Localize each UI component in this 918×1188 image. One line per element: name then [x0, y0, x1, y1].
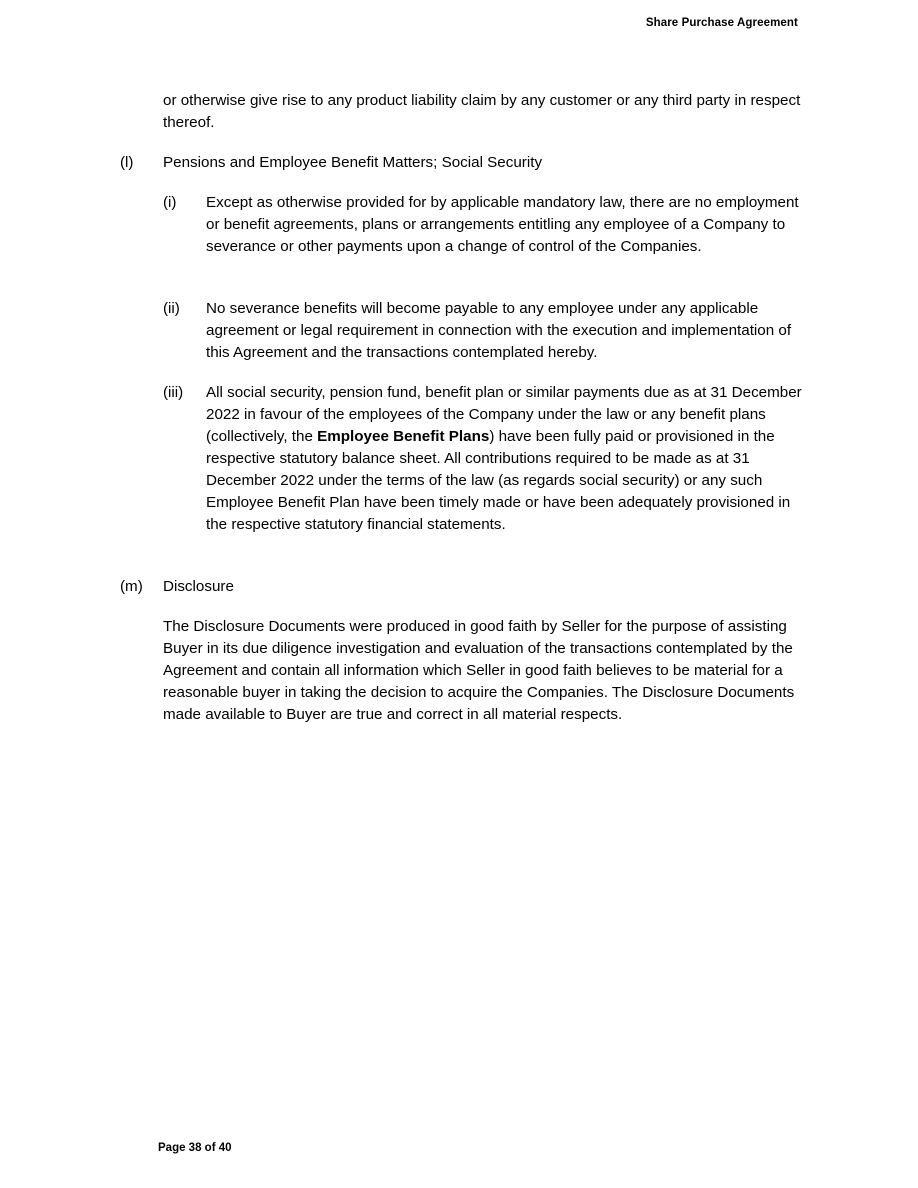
- item-text-before: All social security, pension fund, benefit plan or similar payments due as at 31 December 2022 in favour of the employees of the Company under the law or any benefit plans (collectively, the: [206, 384, 802, 445]
- item-text: [206, 382, 803, 536]
- section-l-item-ii: [163, 298, 803, 364]
- section-m-heading: [120, 576, 803, 598]
- item-text: No severance benefits will become payable to any employee under any applicable agreement or legal requirement in connection with the execution and implementation of this Agreement and the transactions contemplated hereby.: [206, 300, 792, 361]
- section-m-paragraph: The Disclosure Documents were produced in good faith by Seller for the purpose of assisting Buyer in its due diligence investigation and evaluation of the transactions contemplated by the Agreement and contain all information which Seller in good faith believes to be material for a reasonable buyer in taking the decision to acquire the Companies. The Disclosure Documents made available to Buyer are true and correct in all material respects.: [163, 618, 795, 723]
- defined-term-employee-benefit-plans: Employee Benefit Plans: [317, 428, 490, 445]
- running-header: Share Purchase Agreement: [645, 17, 798, 29]
- section-l-number: (l): [120, 154, 134, 171]
- section-l-title: Pensions and Employee Benefit Matters; Social Security: [163, 154, 543, 171]
- page-number: Page 38 of 40: [158, 1142, 232, 1154]
- section-l-item-i: [163, 192, 803, 280]
- section-m-number: (m): [120, 578, 143, 595]
- item-number: (ii): [163, 300, 180, 317]
- item-text-after: ) have been fully paid or provisioned in the respective statutory balance sheet. All contributions required to be made as at 31 December 2022 under the terms of the law (as regards social security) or any such Employee Benefit Plan have been timely made or have been adequately provisioned in the respective statutory financial statements.: [206, 428, 791, 533]
- section-m-title: Disclosure: [163, 578, 234, 595]
- continuation-paragraph: or otherwise give rise to any product liability claim by any customer or any third party in respect thereof.: [163, 92, 801, 131]
- section-l-item-iii: [163, 382, 803, 558]
- section-l-heading: [120, 152, 803, 174]
- item-number: (i): [163, 194, 177, 211]
- item-number: (iii): [163, 384, 184, 401]
- item-text: Except as otherwise provided for by applicable mandatory law, there are no employment or benefit agreements, plans or arrangements entitling any employee of a Company to severance or other payments upon a change of control of the Companies.: [206, 194, 799, 255]
